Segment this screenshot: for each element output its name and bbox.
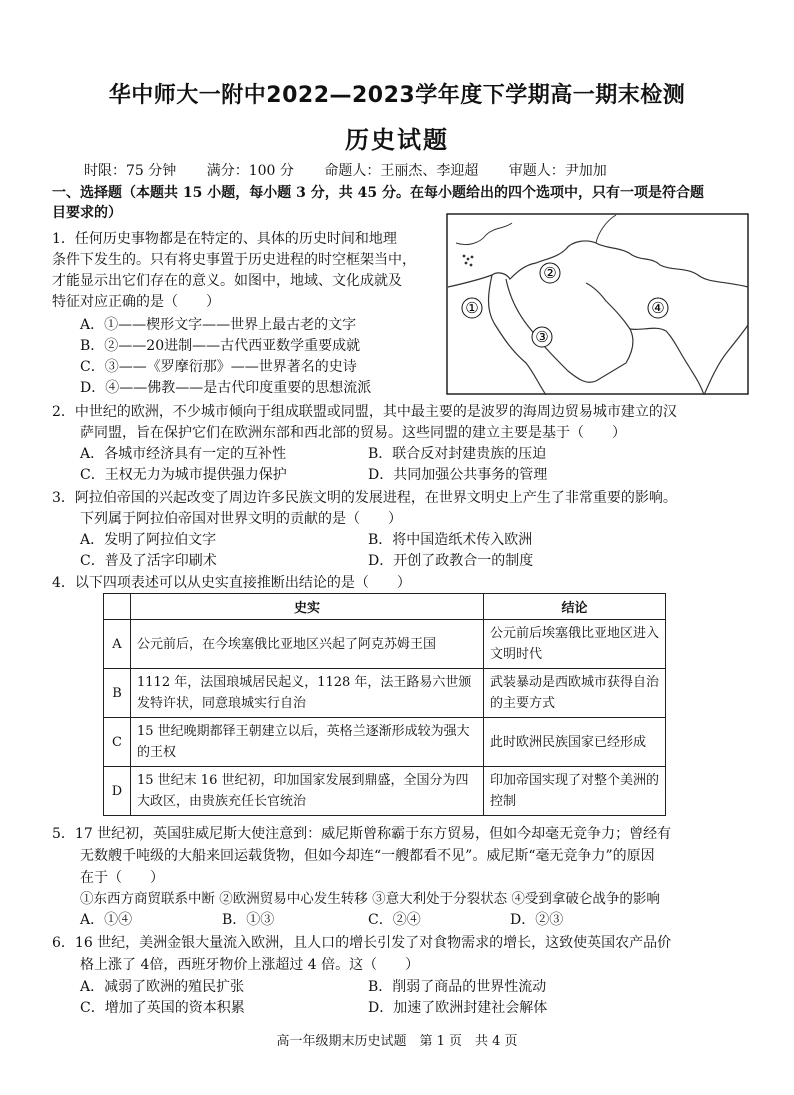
- q3-line: 下列属于阿拉伯帝国对世界文明的贡献的是（ ）: [80, 511, 402, 527]
- table-row: [104, 767, 666, 816]
- exam-subtitle: 历史试题: [345, 126, 449, 154]
- q2-option-c: C．王权无力为城市提供强力保护: [80, 467, 287, 483]
- q5-statements: ①东西方商贸联系中断 ②欧洲贸易中心发生转移 ③意大利处于分裂状态 ④受到拿破仑战争的影响: [80, 891, 660, 907]
- full-score: 满分：100 分: [206, 163, 294, 179]
- time-limit: 时限：75 分钟: [84, 163, 177, 179]
- q3-option-b: B．将中国造纸术传入欧洲: [368, 532, 533, 548]
- table-header-row: [104, 594, 666, 620]
- row-conclusion: 印加帝国实现了对整个美洲的控制: [484, 767, 666, 816]
- row-key: B: [104, 669, 131, 718]
- q6-option-a: A．减弱了欧洲的殖民扩张: [80, 979, 245, 995]
- q5-line: 在于（ ）: [80, 870, 164, 886]
- setters: 命题人：王丽杰、李迎超: [324, 163, 479, 179]
- table-row: [104, 718, 666, 767]
- row-fact: 1112 年，法国琅城居民起义，1128 年，法王路易六世颁发特许状，同意琅城实行自治: [131, 669, 484, 718]
- exam-title: 华中师大一附中2022—2023学年度下学期高一期末检测: [108, 83, 686, 108]
- q1-line: 1．任何历史事物都是在特定的、具体的历史时间和地理: [52, 231, 397, 247]
- q1-line: 特征对应正确的是（ ）: [52, 294, 220, 310]
- q5-option-a: A．①④: [80, 912, 133, 928]
- row-conclusion: 公元前后埃塞俄比亚地区进入文明时代: [484, 620, 666, 669]
- map-caspian: [596, 215, 616, 243]
- q5-line: 无数艘千吨级的大船来回运载货物，但如今却连“一艘都看不见”。威尼斯“毫无竞争力”的原因: [80, 848, 655, 864]
- q2-line: 2．中世纪的欧洲，不少城市倾向于组成联盟或同盟，其中最主要的是波罗的海周边贸易城市建立的汉: [52, 404, 677, 420]
- q5-option-d: D．②③: [510, 912, 564, 928]
- map-label-4: ④: [651, 299, 665, 317]
- q2-option-a: A．各城市经济具有一定的互补性: [80, 446, 287, 462]
- row-key: A: [104, 620, 131, 669]
- row-conclusion: 武装暴动是西欧城市获得自治的主要方式: [484, 669, 666, 718]
- q6-line: 6．16 世纪，美洲金银大量流入欧洲，且人口的增长引发了对食物需求的增长，这致使英国农产品价: [52, 935, 672, 951]
- map-label-3: ③: [535, 328, 549, 346]
- q6-option-b: B．削弱了商品的世界性流动: [368, 979, 547, 995]
- q6-option-d: D．加速了欧洲封建社会解体: [368, 1000, 548, 1016]
- q2-option-b: B．联合反对封建贵族的压迫: [368, 446, 547, 462]
- exam-meta: [84, 160, 633, 180]
- q5-option-c: C．②④: [368, 912, 421, 928]
- table-header-fact: 史实: [131, 594, 484, 620]
- row-fact: 15 世纪晚期都铎王朝建立以后，英格兰逐渐形成较为强大的王权: [131, 718, 484, 767]
- q1-line: 条件下发生的。只有将史事置于历史进程的时空框架当中，: [52, 252, 416, 268]
- map-label-1: ①: [465, 299, 479, 317]
- map-india-east: [704, 325, 748, 395]
- table-row: [104, 620, 666, 669]
- row-conclusion: 此时欧洲民族国家已经形成: [484, 718, 666, 767]
- map-coast-north: [448, 241, 748, 287]
- q4-table: [103, 593, 666, 816]
- q4-line: 4．以下四项表述可以从史实直接推断出结论的是（ ）: [52, 575, 411, 591]
- q2-option-d: D．共同加强公共事务的管理: [368, 467, 548, 483]
- q1-option-d: D．④——佛教——是古代印度重要的思想流派: [80, 380, 372, 396]
- q3-option-d: D．开创了政教合一的制度: [368, 553, 534, 569]
- table-row: [104, 669, 666, 718]
- table-header-conclusion: 结论: [484, 594, 666, 620]
- section-heading-line2: 目要求的）: [52, 205, 122, 221]
- q1-option-a: A．①——楔形文字——世界上最古老的文字: [80, 317, 357, 333]
- q3-line: 3．阿拉伯帝国的兴起改变了周边许多民族文明的发展进程，在世界文明史上产生了非常重要的影响。: [52, 490, 677, 506]
- q1-option-b: B．②——20进制——古代西亚数学重要成就: [80, 338, 361, 354]
- q3-option-c: C．普及了活字印刷术: [80, 553, 217, 569]
- q3-option-a: A．发明了阿拉伯文字: [80, 532, 217, 548]
- middle-east-map: [446, 213, 749, 395]
- table-header-blank: [104, 594, 131, 620]
- map-black-sea: [456, 223, 512, 245]
- map-label-2: ②: [543, 264, 557, 282]
- q5-option-b: B．①③: [222, 912, 275, 928]
- section-heading-line1: 一、选择题（本题共 15 小题，每小题 3 分，共 45 分。在每小题给出的四个选项中，只有一项是符合题: [52, 185, 704, 201]
- page-footer: 高一年级期末历史试题 第 1 页 共 4 页: [276, 1034, 518, 1049]
- q2-line: 萨同盟，旨在保护它们在欧洲东部和西北部的贸易。这些同盟的建立主要是基于（ ）: [80, 425, 626, 441]
- map-india-west: [630, 328, 704, 395]
- q6-option-c: C．增加了英国的资本积累: [80, 1000, 245, 1016]
- q1-line: 才能显示出它们存在的意义。如图中，地域、文化成就及: [52, 273, 402, 289]
- q1-option-c: C．③——《罗摩衍那》——世界著名的史诗: [80, 359, 357, 375]
- map-border: [447, 214, 748, 394]
- row-key: D: [104, 767, 131, 816]
- q5-line: 5．17 世纪初，英国驻威尼斯大使注意到：威尼斯曾称霸于东方贸易，但如今却毫无竞争力；曾经有: [52, 826, 672, 842]
- row-key: C: [104, 718, 131, 767]
- row-fact: 15 世纪末 16 世纪初，印加国家发展到鼎盛，全国分为四大政区，由贵族充任长官统治: [131, 767, 484, 816]
- row-fact: 公元前后，在今埃塞俄比亚地区兴起了阿克苏姆王国: [131, 620, 484, 669]
- reviewer: 审题人：尹加加: [508, 163, 607, 179]
- q6-line: 格上涨了 4倍，西班牙物价上涨超过 4 倍。这（ ）: [80, 957, 420, 973]
- map-arabia: [506, 279, 633, 382]
